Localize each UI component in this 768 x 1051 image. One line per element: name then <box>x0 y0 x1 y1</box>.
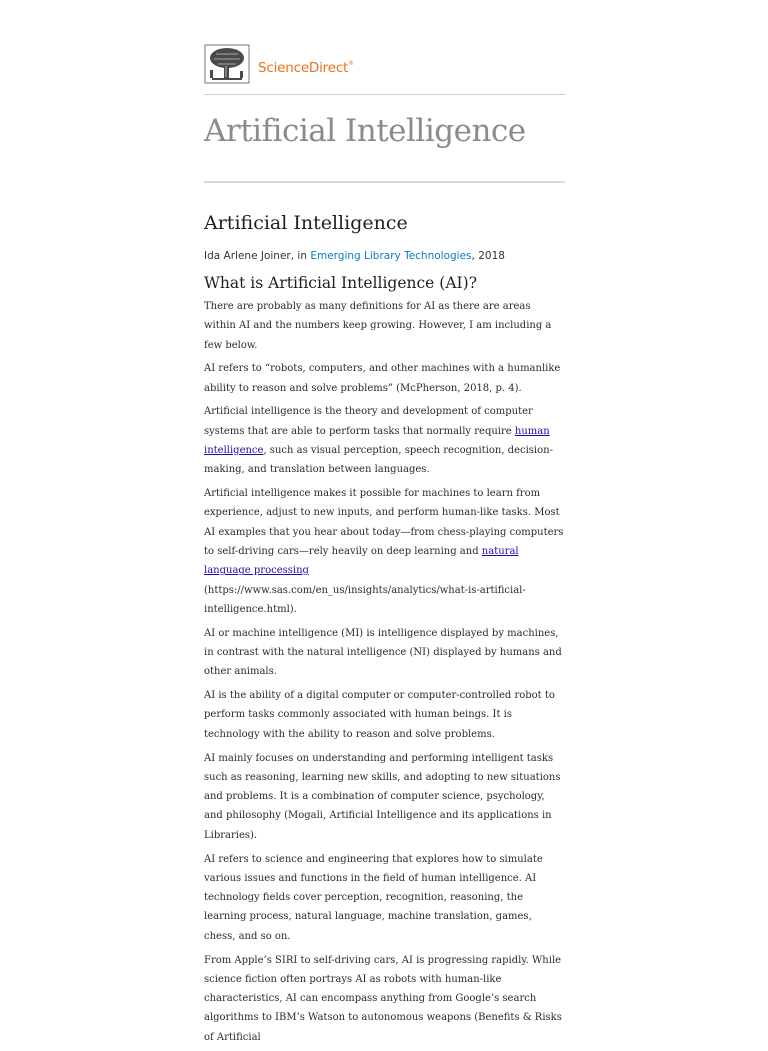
nlp-link[interactable]: natural language processing <box>204 546 519 577</box>
paragraph: AI is the ability of a digital computer or computer-controlled robot to perform tasks commonly associated with human beings. It is technology with the ability to reason and solve problems. <box>204 690 555 740</box>
paragraph: AI refers to science and engineering that explores how to simulate various issues and functions in the field of human intelligence. AI technology fields cover perception, recognition, reasoning, the learning process, natural language, machine translation, games, chess, and so on. <box>204 853 543 942</box>
byline <box>204 249 565 263</box>
title-divider <box>204 181 565 183</box>
paragraph: There are probably as many definitions for AI as there are areas within AI and the numbers keep growing. However, I am including a few below. <box>204 301 552 351</box>
header-logo[interactable] <box>204 42 565 84</box>
section-heading: What is Artificial Intelligence (AI)? <box>204 274 477 292</box>
paragraph: Artificial intelligence makes it possible for machines to learn from experience, adjust to new inputs, and perform human-like tasks. Most AI examples that you hear about today—from chess-playing computers to self-driving cars—rely heavily on deep learning and natural language processing (https://www.sas.com/en_us/insights/analytics/what-is-artificial-intelligence.html). <box>204 488 564 615</box>
author: Ida Arlene Joiner, in <box>204 250 311 262</box>
paragraph: AI or machine intelligence (MI) is intelligence displayed by machines, in contrast with the natural intelligence (NI) displayed by humans and other animals. <box>204 627 562 678</box>
article-title: Artificial Intelligence <box>204 212 408 234</box>
paragraph: AI mainly focuses on understanding and performing intelligent tasks such as reasoning, learning new skills, and adopting to new situations and problems. It is a combination of computer science, psychology, and philosophy (Mogali, Artificial Intelligence and its applications in Libraries). <box>204 752 561 841</box>
elsevier-tree-logo-icon <box>204 44 250 84</box>
header-divider <box>204 94 565 95</box>
brand-name: ScienceDirect® <box>258 60 354 76</box>
paragraph: From Apple’s SIRI to self-driving cars, AI is progressing rapidly. While science fiction often portrays AI as robots with human-like characteristics, AI can encompass anything from Google’s search algorithms to IBM’s Watson to autonomous weapons (Benefits & Risks of Artificial <box>204 954 562 1043</box>
paragraph: AI refers to “robots, computers, and other machines with a humanlike ability to reason and solve problems” (McPherson, 2018, p. 4). <box>204 363 561 394</box>
year: , 2018 <box>471 250 505 262</box>
paragraph: Artificial intelligence is the theory and development of computer systems that are able to perform tasks that normally require human intelligence, such as visual perception, speech recognition, decision-making, and translation between languages. <box>204 406 553 476</box>
human-intelligence-link[interactable]: human intelligence <box>204 425 550 457</box>
document-page <box>204 42 565 1051</box>
topic-title: Artificial Intelligence <box>204 113 526 149</box>
source-link[interactable]: Emerging Library Technologies <box>310 250 472 262</box>
